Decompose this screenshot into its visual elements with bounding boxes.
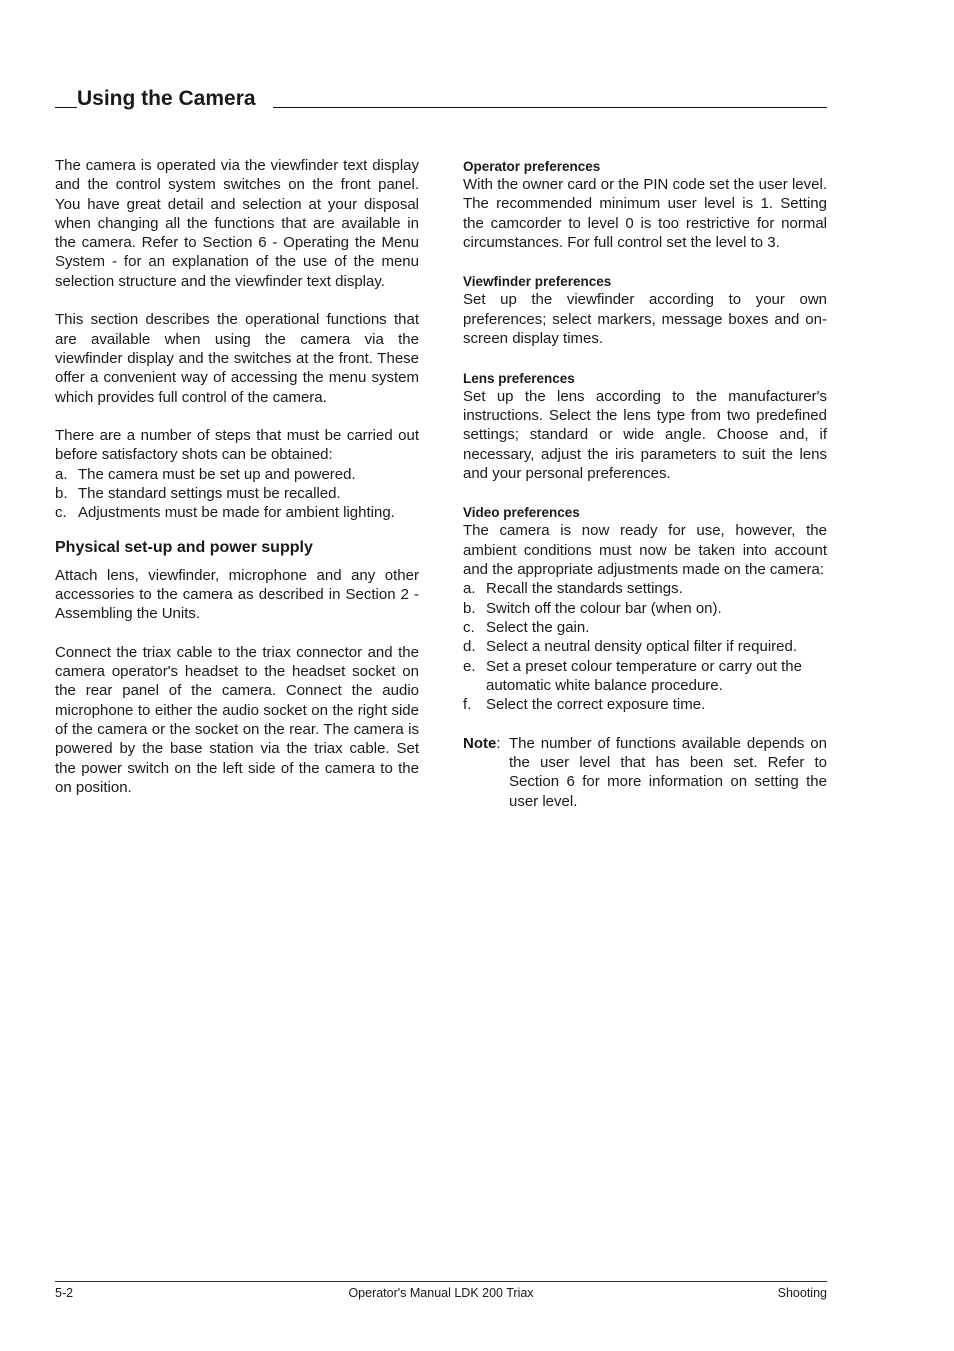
list-item-label: a.: [55, 465, 68, 483]
intro-paragraph-3: There are a number of steps that must be carried out before satisfactory shots can be obtained:: [55, 427, 419, 464]
list-item-label: d.: [463, 638, 476, 656]
lens-preferences-heading: Lens preferences: [463, 370, 575, 386]
list-item: [463, 599, 827, 618]
physical-setup-heading: Physical set-up and power supply: [55, 538, 313, 556]
list-item-text: The camera must be set up and powered.: [78, 465, 356, 483]
list-item: [463, 695, 827, 714]
note-separator: :: [496, 734, 501, 752]
lens-preferences-text: Set up the lens according to the manufacturer's instructions. Select the lens type from two predefined settings; standard or wide angle. Choose and, if necessary, adjust the iris parameters to suit the lens and your personal preferences.: [463, 387, 827, 482]
video-preferences-text: The camera is now ready for use, however, the ambient conditions must now be taken into account and the appropriate adjustments made on the camera:: [463, 522, 827, 579]
note-text: The number of functions available depends on the user level that has been set. Refer to Section 6 for more information on setting the user level.: [509, 734, 827, 810]
page-number: 5-2: [55, 1286, 74, 1300]
list-item: [55, 465, 419, 484]
list-item-label: b.: [55, 485, 68, 503]
list-item-label: c.: [55, 504, 67, 522]
footer-rule: [55, 1281, 827, 1282]
list-item-label: c.: [463, 618, 475, 636]
video-preferences-heading: Video preferences: [463, 505, 580, 521]
operator-preferences-text: With the owner card or the PIN code set the user level. The recommended minimum user level is 1. Setting the camcorder to level 0 is too restrictive for normal circumstances. For full control set the level to 3.: [463, 176, 827, 251]
list-item: [463, 579, 827, 598]
left-column: [55, 156, 419, 797]
viewfinder-preferences-heading: Viewfinder preferences: [463, 274, 612, 290]
list-item: [55, 484, 419, 503]
note-label: Note: [463, 734, 497, 752]
list-item-label: e.: [463, 657, 476, 675]
list-item-text: Switch off the colour bar (when on).: [486, 599, 722, 617]
list-item-label: f.: [463, 696, 472, 714]
intro-paragraph-2: This section describes the operational functions that are available when using the camera via the viewfinder display and the switches at the front. These offer a convenient way of accessing the menu system which provides full control of the camera.: [55, 311, 419, 406]
intro-paragraph-1: The camera is operated via the viewfinder text display and the control system switches on the front panel. You have great detail and selection at your disposal when changing all the functions that are available in the camera. Refer to Section 6 - Operating the Menu System - for an explanation of the use of the menu selection structure and the viewfinder text display.: [55, 157, 419, 290]
list-item-label: a.: [463, 580, 476, 598]
page-header: [55, 86, 827, 112]
viewfinder-preferences-text: Set up the viewfinder according to your own preferences; select markers, message boxes and on-screen display times.: [463, 291, 827, 348]
list-item-text: Select the correct exposure time.: [486, 696, 706, 714]
right-column: [463, 156, 827, 811]
section-name: Shooting: [777, 1286, 827, 1300]
header-rule-left: [55, 107, 77, 108]
list-item: [55, 503, 419, 522]
manual-title: Operator's Manual LDK 200 Triax: [348, 1286, 534, 1300]
list-item-label: b.: [463, 599, 476, 617]
header-rule-right: [273, 107, 827, 108]
list-item: [463, 657, 827, 696]
list-item-text: Select the gain.: [486, 618, 590, 636]
list-item-text: The standard settings must be recalled.: [78, 485, 341, 503]
list-item-text: Set a preset colour temperature or carry out the automatic white balance procedure.: [486, 657, 802, 694]
list-item-text: Recall the standards settings.: [486, 580, 683, 598]
page-title: Using the Camera: [77, 87, 256, 110]
note-label-group: [463, 734, 509, 811]
list-item-text: Select a neutral density optical filter if required.: [486, 638, 797, 656]
physical-paragraph-2: Connect the triax cable to the triax connector and the camera operator's headset to the headset socket on the rear panel of the camera. Connect the audio microphone to either the audio socket on the right side of the camera or the socket on the rear. The camera is powered by the base station via the triax cable. Set the power switch on the left side of the camera to the on position.: [55, 643, 419, 796]
operator-preferences-heading: Operator preferences: [463, 159, 601, 174]
note-block: [463, 734, 827, 811]
list-item: [463, 618, 827, 637]
list-item-text: Adjustments must be made for ambient lighting.: [78, 504, 395, 522]
physical-paragraph-1: Attach lens, viewfinder, microphone and any other accessories to the camera as described in Section 2 - Assembling the Units.: [55, 566, 419, 623]
list-item: [463, 637, 827, 656]
